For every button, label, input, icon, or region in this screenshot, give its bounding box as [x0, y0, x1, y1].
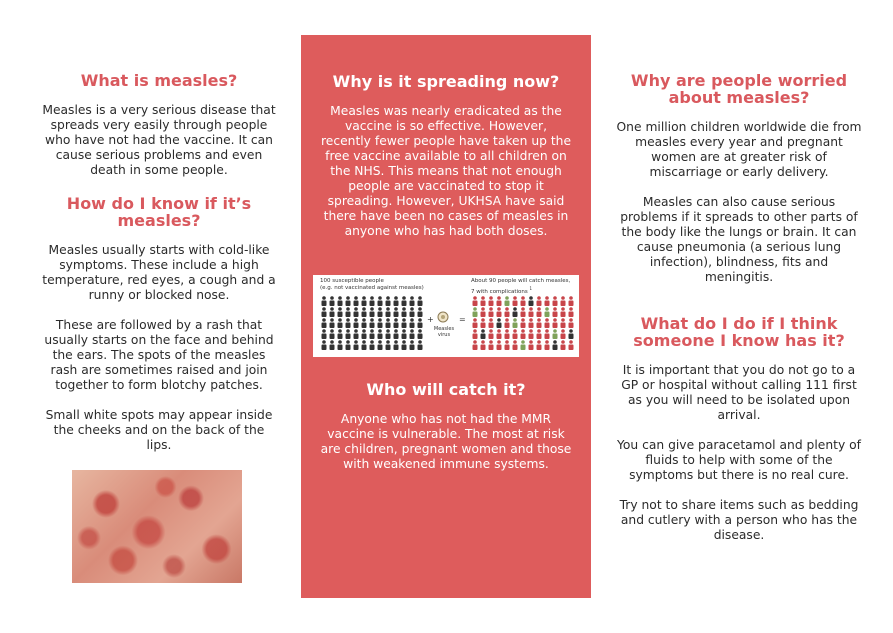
person-icon [322, 307, 327, 317]
person-icon [330, 296, 335, 306]
person-icon [402, 340, 407, 350]
person-icon [553, 307, 558, 317]
equals-sign: = [459, 315, 466, 324]
person-icon [330, 329, 335, 339]
paragraph-why-spreading: Measles was nearly eradicated as the vaccine is so effective. However, recently fewer people have taken up the free vaccine available to all children on the NHS. This means that not enough people are vaccinated to stop it spreading. However, UKHSA have said there have been no cases of measles in anyone who has had both doses. [320, 104, 572, 238]
measles-rash-image [72, 470, 242, 583]
person-icon [489, 296, 494, 306]
person-icon [362, 340, 367, 350]
person-icon [386, 296, 391, 306]
person-icon [537, 318, 542, 328]
right-column [616, 72, 862, 543]
person-icon [346, 340, 351, 350]
person-icon [553, 318, 558, 328]
heading-who-will-catch: Who will catch it? [366, 380, 526, 399]
person-icon [354, 296, 359, 306]
person-icon [553, 296, 558, 306]
person-icon [473, 318, 478, 328]
person-icon [489, 329, 494, 339]
person-icon [537, 340, 542, 350]
person-icon [362, 296, 367, 306]
person-icon [386, 329, 391, 339]
paragraph-sharing: Try not to share items such as bedding and cutlery with a person who has the disease. [619, 498, 859, 542]
person-icon [553, 329, 558, 339]
infographic-footnote: 1 [529, 286, 533, 291]
paragraph-deaths: One million children worldwide die from measles every year and pregnant women are at greater risk of miscarriage or early delivery. [616, 120, 862, 179]
person-icon [561, 307, 566, 317]
paragraph-complications: Measles can also cause serious problems if it spreads to other parts of the body like the lungs or brain. It can cause pneumonia (a serious lung infection), blindness, fits and meningitis. [620, 195, 858, 284]
person-icon [370, 329, 375, 339]
susceptible-people-grid [320, 296, 426, 352]
person-icon [410, 318, 415, 328]
person-icon [497, 318, 502, 328]
person-icon [394, 307, 399, 317]
person-icon [370, 340, 375, 350]
middle-panel [301, 35, 591, 598]
person-icon [330, 307, 335, 317]
virus-label: Measles virus [433, 326, 455, 338]
person-icon [513, 307, 518, 317]
paragraph-call-111: It is important that you do not go to a GP or hospital without calling 111 first as you will need to be isolated upon arrival. [621, 363, 857, 422]
person-icon [418, 340, 423, 350]
person-icon [473, 329, 478, 339]
person-icon [529, 296, 534, 306]
person-icon [481, 318, 486, 328]
person-icon [394, 340, 399, 350]
person-icon [346, 307, 351, 317]
person-icon [346, 329, 351, 339]
person-icon [521, 340, 526, 350]
plus-sign: + [427, 315, 434, 324]
person-icon [505, 340, 510, 350]
person-icon [537, 307, 542, 317]
person-icon [386, 307, 391, 317]
person-icon [513, 329, 518, 339]
person-icon [354, 329, 359, 339]
person-icon [330, 318, 335, 328]
person-icon [569, 340, 574, 350]
person-icon [370, 296, 375, 306]
person-icon [394, 296, 399, 306]
heading-how-do-i-know: How do I know if it’s measles? [66, 194, 252, 230]
person-icon [418, 329, 423, 339]
paragraph-symptoms: Measles usually starts with cold-like symptoms. These include a high temperature, red eyes, a cough and a runny or blocked nose. [42, 243, 276, 302]
person-icon [394, 329, 399, 339]
paragraph-white-spots: Small white spots may appear inside the cheeks and on the back of the lips. [45, 408, 273, 452]
person-icon [402, 296, 407, 306]
infographic-right-label: About 90 people will catch measles, [471, 278, 571, 284]
person-icon [537, 329, 542, 339]
person-icon [569, 296, 574, 306]
heading-what-do-i-do: What do I do if I think someone I know has it? [633, 314, 845, 350]
person-icon [497, 307, 502, 317]
person-icon [370, 307, 375, 317]
person-icon [473, 307, 478, 317]
person-icon [545, 329, 550, 339]
heading-why-worried: Why are people worried about measles? [630, 71, 848, 107]
paragraph-who-will-catch: Anyone who has not had the MMR vaccine is vulnerable. The most at risk are children, pregnant women and those with weakened immune systems. [320, 412, 572, 471]
person-icon [402, 307, 407, 317]
person-icon [513, 318, 518, 328]
person-icon [521, 318, 526, 328]
paragraph-rash: These are followed by a rash that usually starts on the face and behind the ears. The spots of the measles rash are sometimes raised and join together to form blotchy patches. [44, 318, 274, 392]
paragraph-what-is-measles: Measles is a very serious disease that spreads very easily through people who have not had the vaccine. It can cause serious problems and even death in some people. [42, 103, 276, 177]
person-icon [338, 307, 343, 317]
person-icon [481, 329, 486, 339]
person-icon [378, 318, 383, 328]
left-column [40, 72, 278, 453]
heading-what-is-measles: What is measles? [80, 71, 238, 90]
infographic-left-label: 100 susceptible people [320, 278, 384, 284]
person-icon [418, 307, 423, 317]
person-icon [418, 318, 423, 328]
person-icon [322, 318, 327, 328]
person-icon [338, 296, 343, 306]
person-icon [354, 307, 359, 317]
person-icon [481, 340, 486, 350]
person-icon [378, 296, 383, 306]
person-icon [561, 340, 566, 350]
person-icon [553, 340, 558, 350]
person-icon [346, 296, 351, 306]
person-icon [481, 296, 486, 306]
person-icon [561, 329, 566, 339]
person-icon [362, 318, 367, 328]
paragraph-paracetamol: You can give paracetamol and plenty of fluids to help with some of the symptoms but there is no real cure. [616, 438, 861, 482]
person-icon [505, 307, 510, 317]
person-icon [569, 329, 574, 339]
person-icon [338, 329, 343, 339]
person-icon [473, 340, 478, 350]
person-icon [378, 307, 383, 317]
person-icon [545, 296, 550, 306]
person-icon [521, 307, 526, 317]
person-icon [489, 340, 494, 350]
person-icon [402, 318, 407, 328]
person-icon [322, 329, 327, 339]
person-icon [354, 318, 359, 328]
infographic-left-sub: (e.g. not vaccinated against measles) [320, 285, 424, 291]
person-icon [362, 307, 367, 317]
person-icon [481, 307, 486, 317]
person-icon [561, 318, 566, 328]
heading-why-spreading: Why is it spreading now? [332, 72, 560, 91]
person-icon [529, 329, 534, 339]
person-icon [545, 340, 550, 350]
person-icon [410, 296, 415, 306]
infographic [313, 275, 579, 357]
person-icon [346, 318, 351, 328]
person-icon [545, 318, 550, 328]
person-icon [354, 340, 359, 350]
person-icon [569, 307, 574, 317]
person-icon [489, 318, 494, 328]
person-icon [418, 296, 423, 306]
person-icon [505, 318, 510, 328]
person-icon [362, 329, 367, 339]
person-icon [402, 329, 407, 339]
person-icon [497, 296, 502, 306]
person-icon [386, 318, 391, 328]
person-icon [505, 329, 510, 339]
person-icon [513, 340, 518, 350]
person-icon [521, 296, 526, 306]
person-icon [537, 296, 542, 306]
person-icon [338, 340, 343, 350]
person-icon [322, 296, 327, 306]
person-icon [489, 307, 494, 317]
person-icon [410, 329, 415, 339]
person-icon [569, 318, 574, 328]
person-icon [330, 340, 335, 350]
person-icon [410, 307, 415, 317]
person-icon [529, 318, 534, 328]
person-icon [386, 340, 391, 350]
virus-icon [436, 310, 450, 324]
person-icon [529, 307, 534, 317]
infographic-right-sub: 7 with complications [471, 288, 528, 295]
person-icon [370, 318, 375, 328]
person-icon [513, 296, 518, 306]
person-icon [338, 318, 343, 328]
person-icon [497, 340, 502, 350]
person-icon [394, 318, 399, 328]
person-icon [529, 340, 534, 350]
person-icon [505, 296, 510, 306]
person-icon [410, 340, 415, 350]
infected-people-grid [471, 296, 577, 352]
person-icon [378, 340, 383, 350]
person-icon [561, 296, 566, 306]
person-icon [378, 329, 383, 339]
person-icon [521, 329, 526, 339]
person-icon [545, 307, 550, 317]
person-icon [497, 329, 502, 339]
person-icon [473, 296, 478, 306]
person-icon [322, 340, 327, 350]
